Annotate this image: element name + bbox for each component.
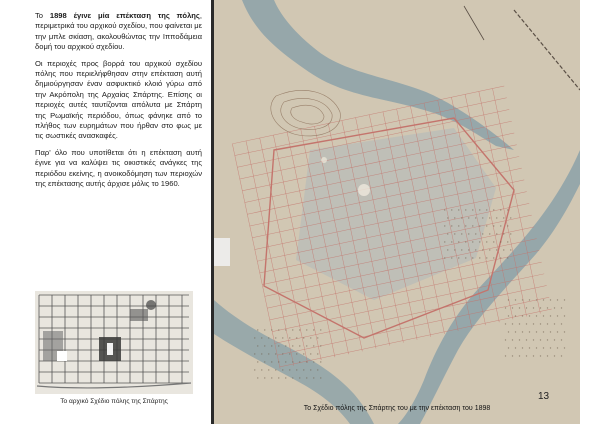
town-plan-drawing	[214, 0, 580, 424]
right-margin	[580, 0, 600, 424]
small-map-caption: Το αρχικό Σχέδιο πόλης της Σπάρτης	[60, 398, 168, 405]
body-text	[35, 11, 202, 196]
paragraph-2: Οι περιοχές προς βορρά του αρχικού σχεδίου πόλης που περιελήφθησαν στην επέκταση αυτή δημιούργησαν έναν ασφυκτικό κλοιό γύρω από την Ακρόπολη της Αρχαίας Σπάρτης. Επίσης οι περιοχές αυτές ταυτίζονται απόλυτα με Σπάρτη της Ρωμαϊκής περιόδου, όπως φάνηκε από το πλήθος των ευρημάτων που ήρθαν στο φως με τις σωστικές ανασκαφές.	[35, 58, 202, 141]
highlight-1898: 1898 έγινε μία επέκταση της πόλης	[49, 11, 200, 20]
paragraph-3: Παρ' όλο που υποτίθεται ότι η επέκταση αυτή έγινε για να καλύψει τις οικιστικές ανάγκες της περιόδου εκείνης, η ανοικοδόμηση των περιοχών της επέκτασης αυτής άρχισε μόλις το 1960.	[35, 147, 202, 189]
original-town-plan-image	[35, 291, 193, 394]
paragraph-1: Το 1898 έγινε μία επέκταση της πόλης, περιμετρικά του αρχικού σχεδίου, που φαίνεται με την μπλε σκίαση, ακολουθώντας την Ιπποδάμεια δομή του αρχικού σχεδίου.	[35, 11, 203, 52]
page-number: 13	[538, 391, 550, 402]
expanded-town-plan-map	[214, 0, 580, 424]
big-map-caption: Το Σχέδιο πόλης της Σπάρτης του με την επέκταση του 1898	[303, 405, 491, 412]
left-text-column	[0, 0, 212, 424]
